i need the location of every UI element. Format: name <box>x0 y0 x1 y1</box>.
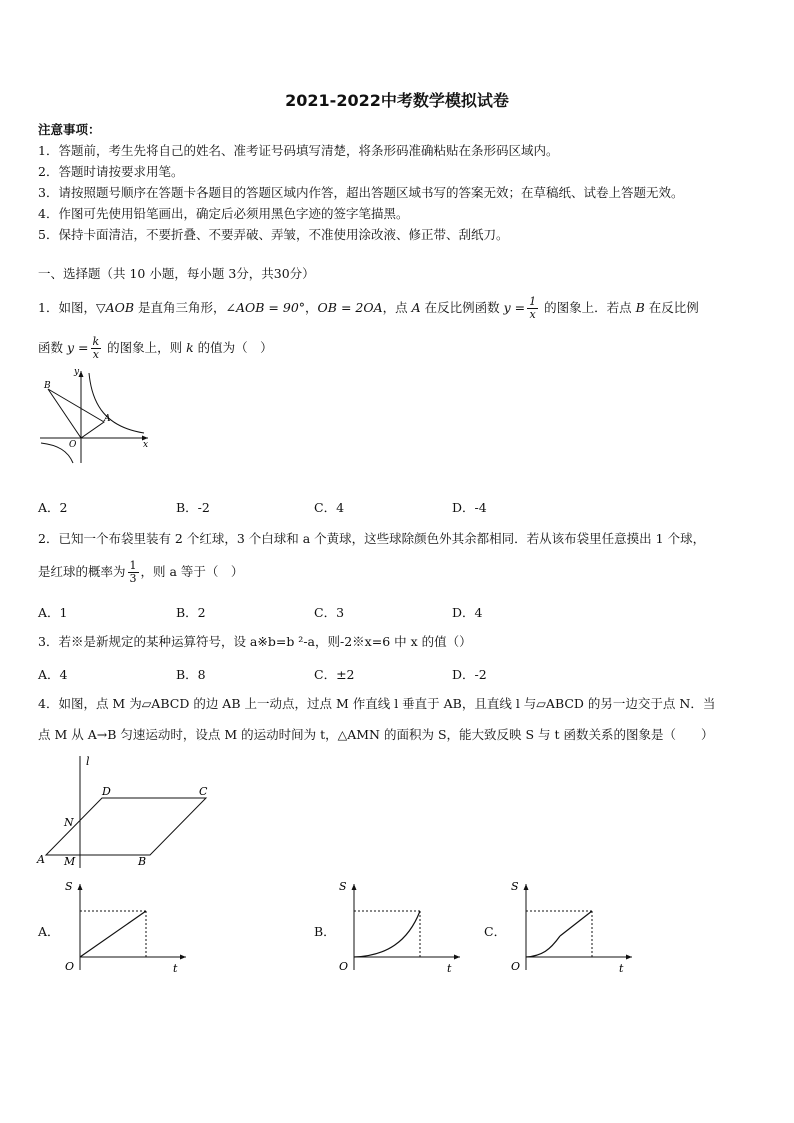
figure-label-m: M <box>64 855 76 868</box>
svg-text:S: S <box>511 880 519 893</box>
figure-label-x: x <box>143 440 149 450</box>
question-2-line-2: 是红球的概率为 $\frac{1}{3}$ ，则 a 等于（ ） <box>38 559 244 585</box>
question-3-text: 3．若※是新规定的某种运算符号，设 a※b=b ²-a，则-2※x=6 中 x 的值（） <box>38 634 472 649</box>
option-d: D．-2 <box>452 667 487 682</box>
svg-text:t: t <box>447 962 452 974</box>
notice-heading: 注意事项： <box>38 122 101 137</box>
option-d: D．-4 <box>452 500 487 515</box>
option-c: C． <box>484 924 507 939</box>
question-4-line-2: 点 M 从 A→B 匀速运动时，设点 M 的运动时间为 t，△AMN 的面积为 S，能大致反映 S 与 t 函数关系的图象是（ ） <box>38 727 714 742</box>
option-b: B．2 <box>176 605 206 620</box>
svg-text:S: S <box>339 880 347 893</box>
notice-item: 1．答题前，考生先将自己的姓名、准考证号码填写清楚，将条形码准确粘贴在条形码区域内。 <box>38 143 559 158</box>
notice-item: 2．答题时请按要求用笔。 <box>38 164 184 179</box>
fraction-1-over-x: $\frac{1}{x}$ <box>529 295 537 321</box>
option-c: C．4 <box>314 500 345 515</box>
question-1-figure <box>36 365 156 465</box>
figure-label-a: A <box>104 414 111 424</box>
figure-label-n: N <box>64 816 74 829</box>
figure-label-a: A <box>37 853 45 866</box>
graph-option-a <box>62 876 192 974</box>
page-title: 2021-2022中考数学模拟试卷 <box>285 91 509 110</box>
question-4-line-1: 4．如图，点 M 为▱ABCD 的边 AB 上一动点，过点 M 作直线 l 垂直于 AB，且直线 l 与▱ABCD 的另一边交于点 N．当 <box>38 696 716 711</box>
option-b: B．8 <box>176 667 206 682</box>
notice-item: 3．请按照题号顺序在答题卡各题目的答题区域内作答，超出答题区域书写的答案无效；在草稿纸、试卷上答题无效。 <box>38 185 684 200</box>
graph-option-b <box>336 876 466 974</box>
option-a: A．2 <box>38 500 68 515</box>
svg-text:S: S <box>65 880 73 893</box>
option-b: B．-2 <box>176 500 210 515</box>
notice-item: 5．保持卡面清洁，不要折叠、不要弄破、弄皱，不准使用涂改液、修正带、刮纸刀。 <box>38 227 509 242</box>
option-a: A．1 <box>38 605 68 620</box>
question-2-line-1: 2．已知一个布袋里装有 2 个红球，3 个白球和 a 个黄球，这些球除颜色外其余都相同．若从该布袋里任意摸出 1 个球， <box>38 531 706 546</box>
figure-label-c: C <box>199 785 208 798</box>
figure-label-o: O <box>69 440 77 450</box>
section-heading: 一、选择题（共 10 小题，每小题 3分，共30分） <box>38 266 315 281</box>
question-4-parallelogram-figure <box>34 752 224 872</box>
figure-label-d: D <box>102 785 111 798</box>
svg-text:O: O <box>511 960 521 973</box>
option-c: C．3 <box>314 605 345 620</box>
figure-label-l: l <box>86 755 90 768</box>
fraction-1-over-3: $\frac{1}{3}$ <box>129 559 137 585</box>
graph-option-c <box>508 876 638 974</box>
svg-text:O: O <box>65 960 75 973</box>
option-c: C．±2 <box>314 667 355 682</box>
svg-text:t: t <box>619 962 624 974</box>
svg-text:t: t <box>173 962 178 974</box>
fraction-k-over-x: $\frac{k}{x}$ <box>92 335 100 361</box>
figure-label-y: y <box>74 367 80 377</box>
question-1-line-2: 函数 y = $\frac{k}{x}$ 的图象上，则 k 的值为（ ） <box>38 335 273 361</box>
option-b: B． <box>314 924 336 939</box>
option-d: D．4 <box>452 605 483 620</box>
question-1-line-1: 1．如图，▽AOB 是直角三角形，∠AOB = 90°，OB = 2OA，点 A 在反比例函数 y = $\frac{1}{x}$ 的图象上．若点 B 在反比例 <box>38 295 699 321</box>
option-a: A．4 <box>38 667 68 682</box>
figure-label-b: B <box>138 855 147 868</box>
option-a: A． <box>38 924 60 939</box>
figure-label-b: B <box>44 381 51 391</box>
notice-item: 4．作图可先使用铅笔画出，确定后必须用黑色字迹的签字笔描黑。 <box>38 206 409 221</box>
svg-text:O: O <box>339 960 349 973</box>
